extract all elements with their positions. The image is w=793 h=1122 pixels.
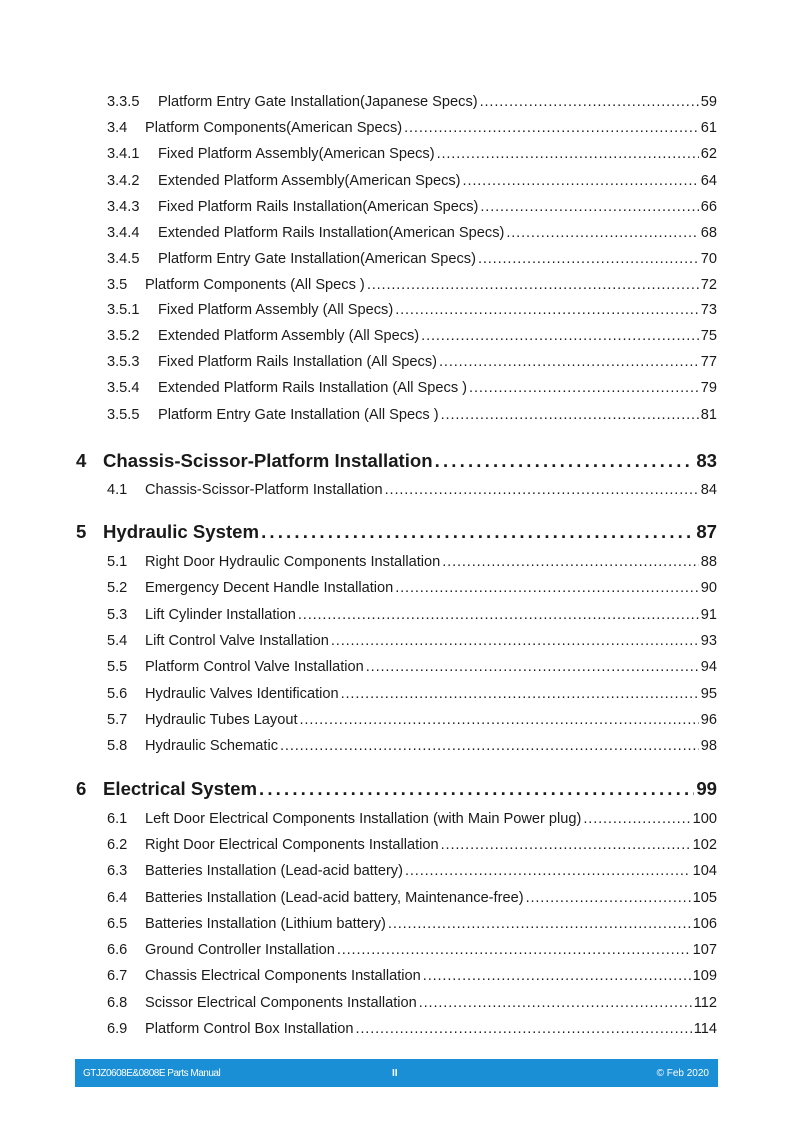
dot-leader [480,199,698,215]
toc-title: Batteries Installation (Lead-acid battery, Maintenance-free) [145,890,524,906]
dot-leader [388,916,691,932]
toc-entry[interactable] [107,354,717,370]
toc-page-number: 106 [692,916,717,932]
toc-page-number: 105 [692,890,717,906]
toc-title: Platform Control Box Installation [145,1021,354,1037]
toc-page-number: 72 [700,277,717,293]
toc-entry[interactable] [107,659,717,675]
toc-number: 5.1 [107,554,128,570]
toc-page-number: 87 [696,521,717,542]
dot-leader [423,968,691,984]
toc-number: 6.3 [107,863,128,879]
toc-entry[interactable] [107,302,717,318]
toc-number: 6.5 [107,916,128,932]
dot-leader [355,1021,691,1037]
toc-title: Emergency Decent Handle Installation [145,580,394,596]
toc-title: Fixed Platform Assembly(American Specs) [158,146,435,162]
toc-entry[interactable] [107,607,717,623]
toc-entry[interactable] [107,738,717,754]
toc-title: Chassis-Scissor-Platform Installation [145,482,383,498]
toc-title: Right Door Hydraulic Components Installation [145,554,441,570]
toc-page-number: 93 [700,633,717,649]
toc-title: Left Door Electrical Components Installation (with Main Power plug) [145,811,582,827]
toc-page-number: 114 [693,1021,717,1037]
toc-page-number: 81 [700,407,717,423]
toc-page-number: 75 [700,328,717,344]
toc-title: Platform Entry Gate Installation (All Specs ) [158,407,439,423]
toc-page-number: 104 [692,863,717,879]
toc-entry[interactable] [107,890,717,906]
dot-leader [442,554,699,570]
toc-title: Batteries Installation (Lead-acid battery) [145,863,403,879]
dot-leader [341,686,699,702]
toc-number: 3.5.5 [107,407,140,423]
toc-page-number: 90 [700,580,717,596]
toc-entry[interactable] [107,251,717,267]
toc-number: 4.1 [107,482,128,498]
toc-title: Platform Components (All Specs ) [145,277,365,293]
toc-number: 6 [76,778,87,799]
toc-number: 4 [76,450,87,471]
dot-leader [435,450,695,472]
dot-leader [259,778,694,800]
toc-title: Hydraulic Schematic [145,738,279,754]
toc-entry[interactable] [107,916,717,932]
toc-page-number: 79 [700,380,717,396]
toc-page-number: 112 [693,995,717,1011]
toc-entry[interactable] [107,94,717,110]
toc-entry[interactable] [107,580,717,596]
toc-number: 3.4.5 [107,251,140,267]
toc-page-number: 96 [700,712,717,728]
toc-page-number: 102 [692,837,717,853]
toc-number: 5.3 [107,607,128,623]
toc-number: 3.4.2 [107,173,140,189]
dot-leader [437,146,699,162]
toc-number: 6.4 [107,890,128,906]
toc-number: 3.5.4 [107,380,140,396]
toc-page-number: 77 [700,354,717,370]
dot-leader [526,890,691,906]
toc-entry[interactable] [107,328,717,344]
footer-copyright: © Feb 2020 [656,1068,709,1079]
toc-title: Hydraulic System [103,521,260,542]
dot-leader [405,863,691,879]
toc-number: 3.3.5 [107,94,140,110]
toc-number: 3.5.3 [107,354,140,370]
toc-title: Electrical System [103,778,258,799]
toc-page-number: 64 [700,173,717,189]
dot-leader [261,521,694,543]
toc-number: 5.7 [107,712,128,728]
toc-entry[interactable] [107,811,717,827]
toc-page-number: 84 [700,482,717,498]
dot-leader [395,302,699,318]
toc-number: 3.5 [107,277,128,293]
toc-title: Hydraulic Valves Identification [145,686,339,702]
toc-title: Lift Cylinder Installation [145,607,296,623]
toc-entry[interactable] [107,554,717,570]
toc-title: Hydraulic Tubes Layout [145,712,298,728]
toc-page-number: 59 [700,94,717,110]
toc-title: Chassis Electrical Components Installation [145,968,421,984]
toc-title: Lift Control Valve Installation [145,633,329,649]
toc-number: 5.5 [107,659,128,675]
toc-title: Platform Entry Gate Installation(American Specs) [158,251,476,267]
toc-entry[interactable] [107,277,717,293]
toc-title: Platform Control Valve Installation [145,659,364,675]
toc-number: 3.4 [107,120,128,136]
dot-leader [469,380,699,396]
toc-number: 6.9 [107,1021,128,1037]
toc-entry[interactable] [107,199,717,215]
dot-leader [404,120,699,136]
toc-number: 6.7 [107,968,128,984]
toc-entry[interactable] [107,146,717,162]
dot-leader [506,225,698,241]
toc-page-number: 99 [696,778,717,799]
toc-title: Ground Controller Installation [145,942,335,958]
toc-page-number: 66 [700,199,717,215]
dot-leader [480,94,699,110]
toc-number: 5.4 [107,633,128,649]
toc-entry[interactable] [107,837,717,853]
dot-leader [419,995,692,1011]
toc-number: 5.6 [107,686,128,702]
toc-entry[interactable] [107,863,717,879]
toc-title: Extended Platform Rails Installation (All Specs ) [158,380,468,396]
toc-page-number: 88 [700,554,717,570]
dot-leader [441,837,691,853]
dot-leader [366,659,699,675]
toc-page-number: 73 [700,302,717,318]
toc-title: Extended Platform Assembly(American Specs) [158,173,461,189]
dot-leader [395,580,699,596]
toc-number: 6.2 [107,837,128,853]
toc-entry[interactable] [107,407,717,423]
footer-page-number: II [392,1068,398,1079]
toc-page-number: 109 [692,968,717,984]
dot-leader [441,407,699,423]
toc-number: 3.4.1 [107,146,140,162]
toc-entry[interactable] [107,942,717,958]
toc-number: 3.4.4 [107,225,140,241]
toc-page-number: 61 [700,120,717,136]
toc-entry[interactable] [107,225,717,241]
toc-entry[interactable] [107,1021,717,1037]
toc-number: 3.5.1 [107,302,140,318]
toc-title: Fixed Platform Assembly (All Specs) [158,302,394,318]
toc-entry[interactable] [107,686,717,702]
dot-leader [583,811,690,827]
dot-leader [331,633,699,649]
toc-entry[interactable] [107,120,717,136]
dot-leader [367,277,699,293]
toc-title: Extended Platform Assembly (All Specs) [158,328,420,344]
toc-page-number: 107 [692,942,717,958]
toc-entry[interactable] [107,712,717,728]
toc-entry[interactable] [107,173,717,189]
toc-entry[interactable] [107,995,717,1011]
toc-title: Fixed Platform Rails Installation (All Specs) [158,354,437,370]
dot-leader [337,942,691,958]
toc-number: 5.2 [107,580,128,596]
dot-leader [478,251,699,267]
toc-page-number: 62 [700,146,717,162]
toc-number: 6.6 [107,942,128,958]
toc-page-number: 100 [692,811,717,827]
toc-title: Fixed Platform Rails Installation(American Specs) [158,199,479,215]
dot-leader [421,328,699,344]
toc-page-number: 68 [700,225,717,241]
toc-title: Chassis-Scissor-Platform Installation [103,450,433,471]
toc-title: Batteries Installation (Lithium battery) [145,916,386,932]
footer-manual-title: GTJZ0608E&0808E Parts Manual [83,1068,221,1079]
toc-chapter[interactable] [76,450,717,472]
toc-number: 6.1 [107,811,128,827]
toc-number: 5 [76,521,87,542]
toc-page-number: 94 [700,659,717,675]
toc-page-number: 70 [700,251,717,267]
toc-entry[interactable] [107,633,717,649]
toc-title: Platform Entry Gate Installation(Japanese Specs) [158,94,478,110]
toc-entry[interactable] [107,380,717,396]
toc-entry[interactable] [107,482,717,498]
toc-page-number: 95 [700,686,717,702]
dot-leader [280,738,699,754]
toc-page-number: 83 [696,450,717,471]
page-footer [75,1059,718,1087]
dot-leader [298,607,699,623]
toc-title: Extended Platform Rails Installation(American Specs) [158,225,505,241]
toc-entry[interactable] [107,968,717,984]
toc-chapter[interactable] [76,521,717,543]
toc-number: 6.8 [107,995,128,1011]
toc-chapter[interactable] [76,778,717,800]
toc-title: Right Door Electrical Components Installation [145,837,439,853]
toc-number: 3.5.2 [107,328,140,344]
toc-title: Scissor Electrical Components Installation [145,995,417,1011]
toc-page-number: 91 [700,607,717,623]
toc-number: 5.8 [107,738,128,754]
toc-title: Platform Components(American Specs) [145,120,403,136]
toc-number: 3.4.3 [107,199,140,215]
dot-leader [439,354,699,370]
dot-leader [300,712,699,728]
toc-page-number: 98 [700,738,717,754]
dot-leader [463,173,699,189]
dot-leader [385,482,699,498]
